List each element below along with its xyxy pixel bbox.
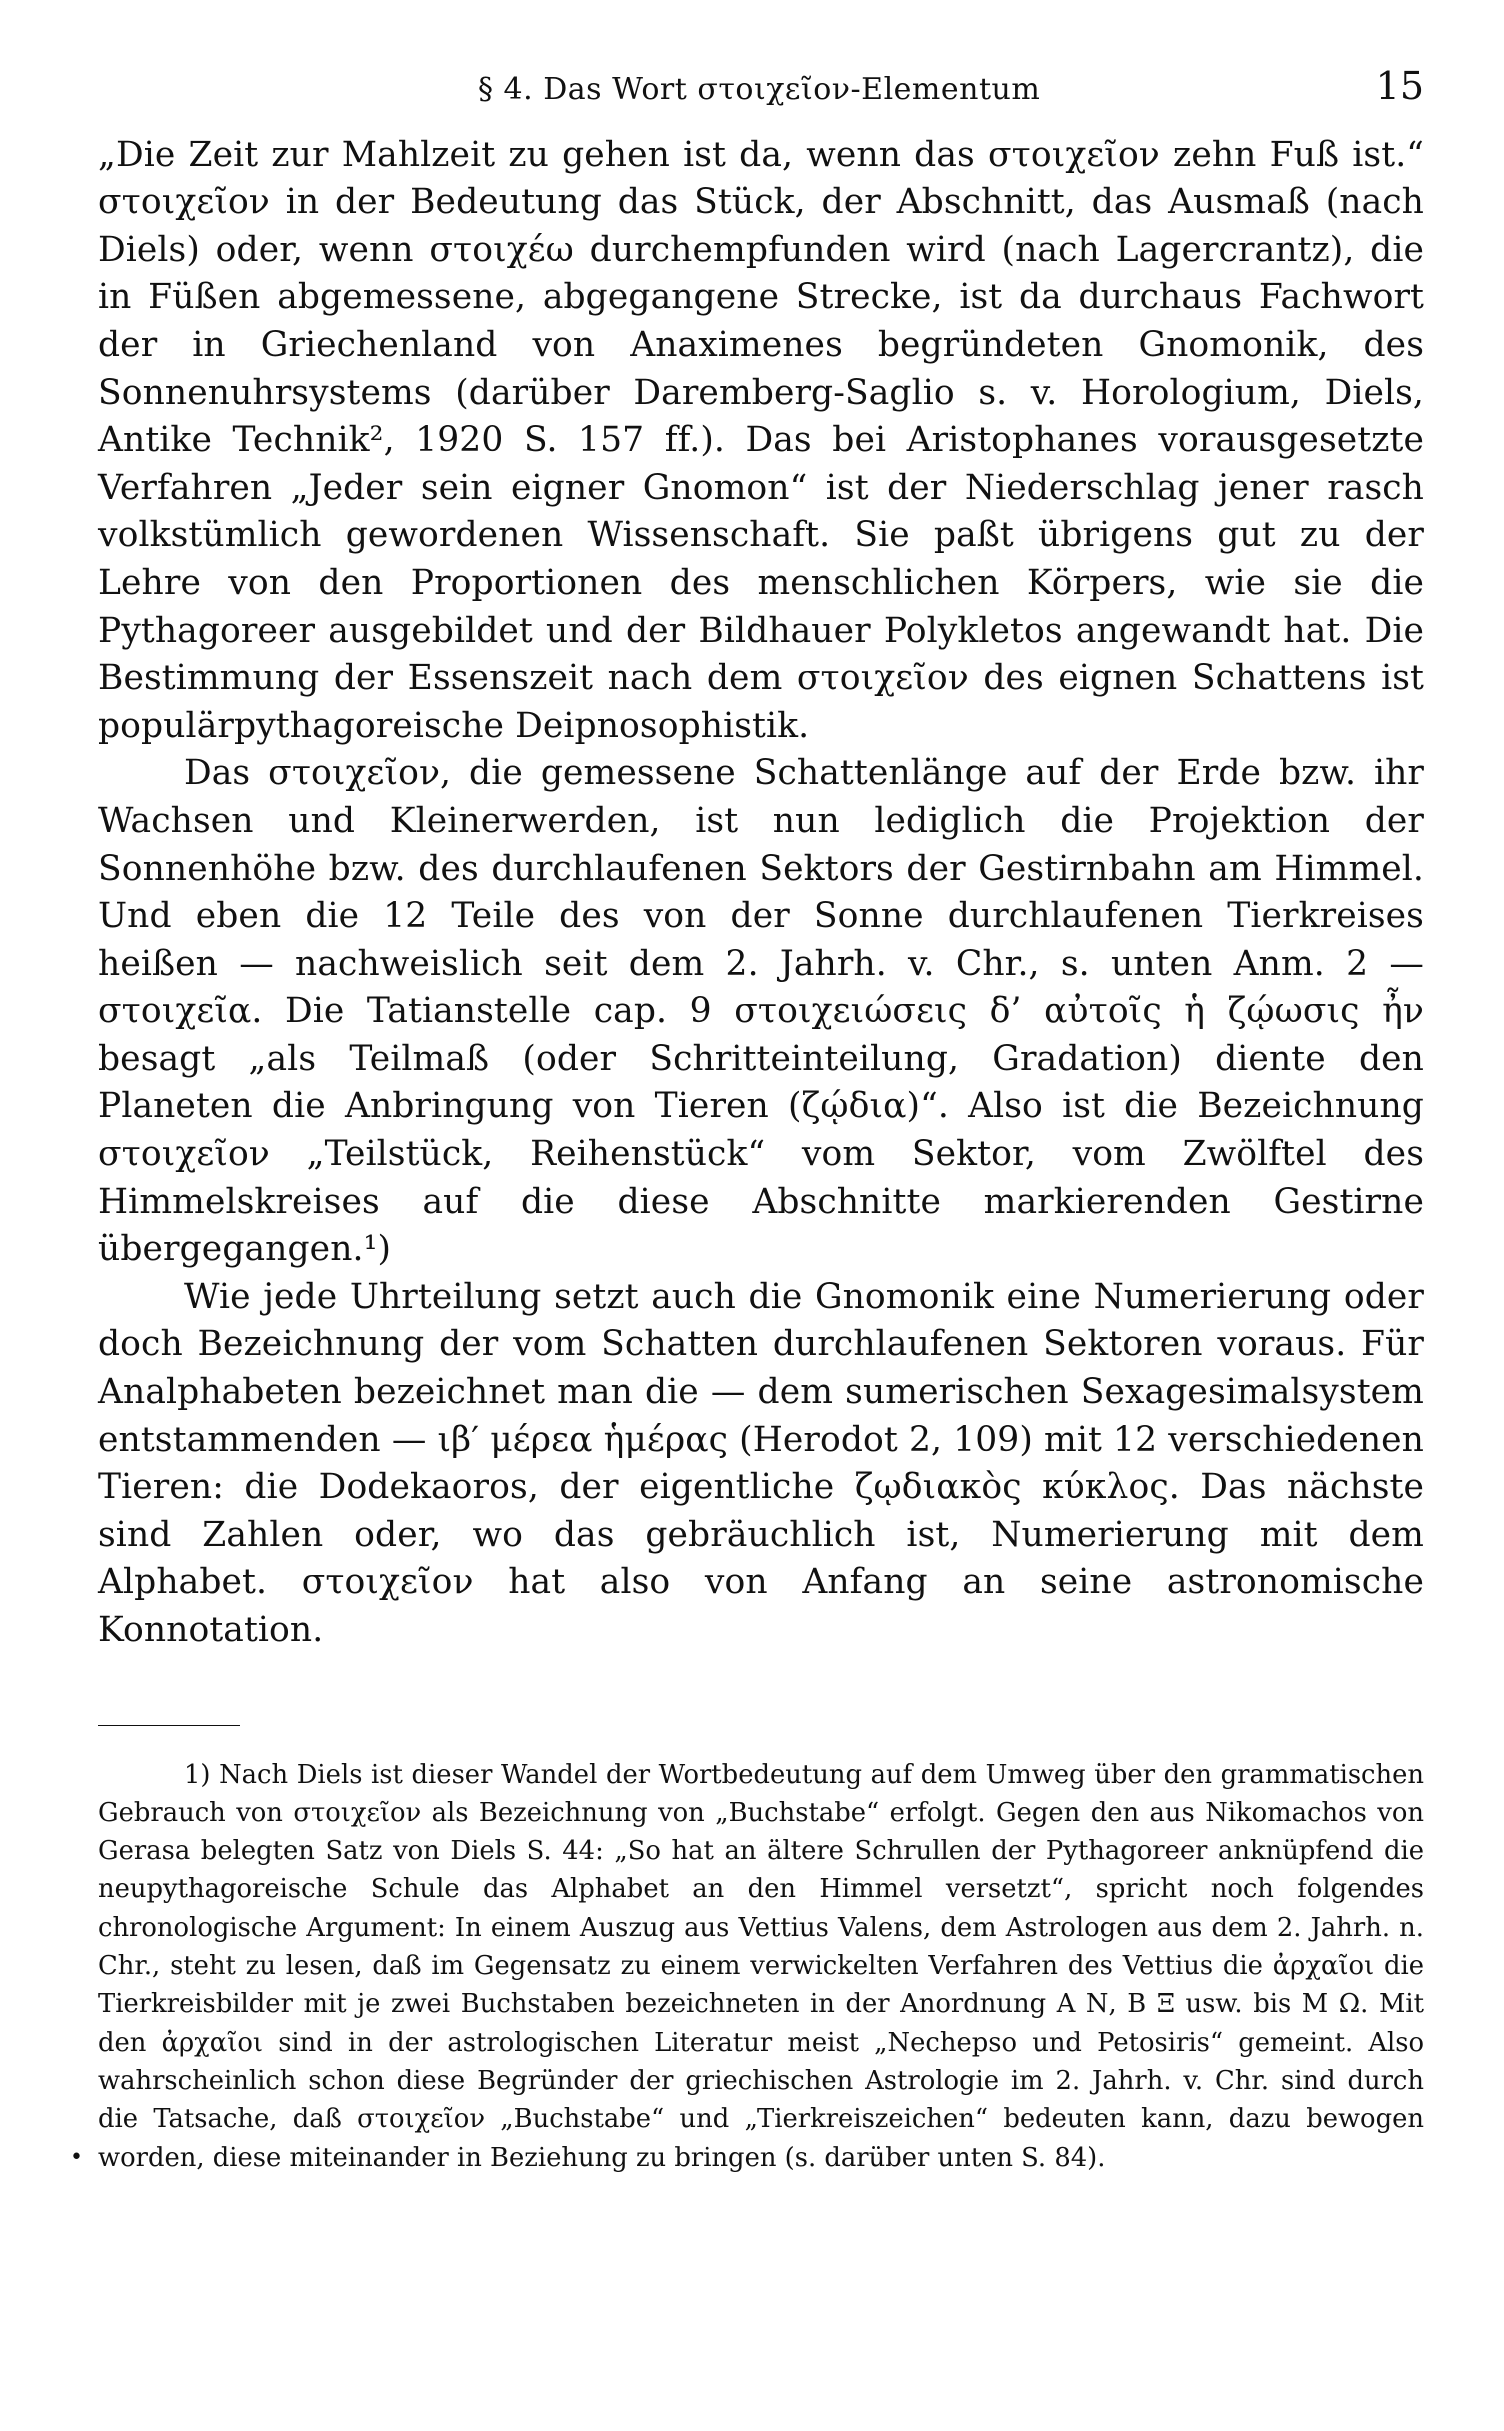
- header-title: § 4. Das Wort στοιχεῖον-Elementum: [478, 72, 1041, 107]
- margin-mark: •: [70, 2144, 83, 2170]
- main-text: [98, 132, 1424, 1655]
- footnote-text: 1) Nach Diels ist dieser Wandel der Wortbedeutung auf dem Umweg über den grammatischen Gebrauch von στοιχεῖον als Bezeichnung von „Buchstabe“ erfolgt. Gegen den aus Nikomachos von Gerasa belegten Satz von Diels S. 44: „So hat an ältere Schrullen der Pythagoreer anknüpfend die neupythagoreische Schule das Alphabet an den Himmel versetzt“, spricht noch folgendes chronologische Argument: In einem Auszug aus Vettius Valens, dem Astrologen aus dem 2. Jahrh. n. Chr., steht zu lesen, daß im Gegensatz zu einem verwickelten Verfahren des Vettius die ἀρχαῖοι die Tierkreisbilder mit je zwei Buchstaben bezeichneten in der Anordnung Α Ν, Β Ξ usw. bis Μ Ω. Mit den ἀρχαῖοι sind in der astrologischen Literatur meist „Nechepso und Petosiris“ gemeint. Also wahrscheinlich schon diese Begründer der griechischen Astrologie im 2. Jahrh. v. Chr. sind durch die Tatsache, daß στοιχεῖον „Buchstabe“ und „Tierkreiszeichen“ bedeuten kann, dazu bewogen worden, diese miteinander in Beziehung zu bringen (s. darüber unten S. 84).: [98, 1759, 1424, 2173]
- paragraph-2: Das στοιχεῖον, die gemessene Schattenlänge auf der Erde bzw. ihr Wachsen und Kleinerwerden, ist nun lediglich die Projektion der Sonnenhöhe bzw. des durchlaufenen Sektors der Gestirnbahn am Himmel. Und eben die 12 Teile des von der Sonne durchlaufenen Tierkreises heißen — nachweislich seit dem 2. Jahrh. v. Chr., s. unten Anm. 2 — στοιχεῖα. Die Tatianstelle cap. 9 στοιχειώσεις δ’ αὐτοῖς ἡ ζῴωσις ἦν besagt „als Teilmaß (oder Schritteinteilung, Gradation) diente den Planeten die Anbringung von Tieren (ζῴδια)“. Also ist die Bezeichnung στοιχεῖον „Teilstück, Reihenstück“ vom Sektor, vom Zwölftel des Himmelskreises auf die diese Abschnitte markierenden Gestirne übergegangen.¹): [98, 753, 1424, 1270]
- paragraph-3: Wie jede Uhrteilung setzt auch die Gnomonik eine Numerierung oder doch Bezeichnung der vom Schatten durchlaufenen Sektoren voraus. Für Analphabeten bezeichnet man die — dem sumerischen Sexagesimalsystem entstammenden — ιβ′ μέρεα ἡμέρας (Herodot 2, 109) mit 12 verschiedenen Tieren: die Dodekaoros, der eigentliche ζῳδιακὸς κύκλος. Das nächste sind Zahlen oder, wo das gebräuchlich ist, Numerierung mit dem Alphabet. στοιχεῖον hat also von Anfang an seine astronomische Konnotation.: [98, 1276, 1424, 1650]
- paragraph-1: „Die Zeit zur Mahlzeit zu gehen ist da, wenn das στοιχεῖον zehn Fuß ist.“ στοιχεῖον in der Bedeutung das Stück, der Abschnitt, das Ausmaß (nach Diels) oder, wenn στοιχέω durchempfunden wird (nach Lagercrantz), die in Füßen abgemessene, abgegangene Strecke, ist da durchaus Fachwort der in Griechenland von Anaximenes begründeten Gnomonik, des Sonnenuhrsystems (darüber Daremberg-Saglio s. v. Horologium, Diels, Antike Technik², 1920 S. 157 ff.). Das bei Aristophanes vorausgesetzte Verfahren „Jeder sein eigner Gnomon“ ist der Niederschlag jener rasch volkstümlich gewordenen Wissenschaft. Sie paßt übrigens gut zu der Lehre von den Proportionen des menschlichen Körpers, wie sie die Pythagoreer ausgebildet und der Bildhauer Polykletos angewandt hat. Die Bestimmung der Essenszeit nach dem στοιχεῖον des eignen Schattens ist populärpythagoreische Deipnosophistik.: [98, 134, 1424, 746]
- footnote: [70, 1756, 1424, 2177]
- page-number: 15: [1375, 64, 1424, 108]
- footnote-separator: [98, 1725, 240, 1726]
- running-header: [98, 64, 1424, 110]
